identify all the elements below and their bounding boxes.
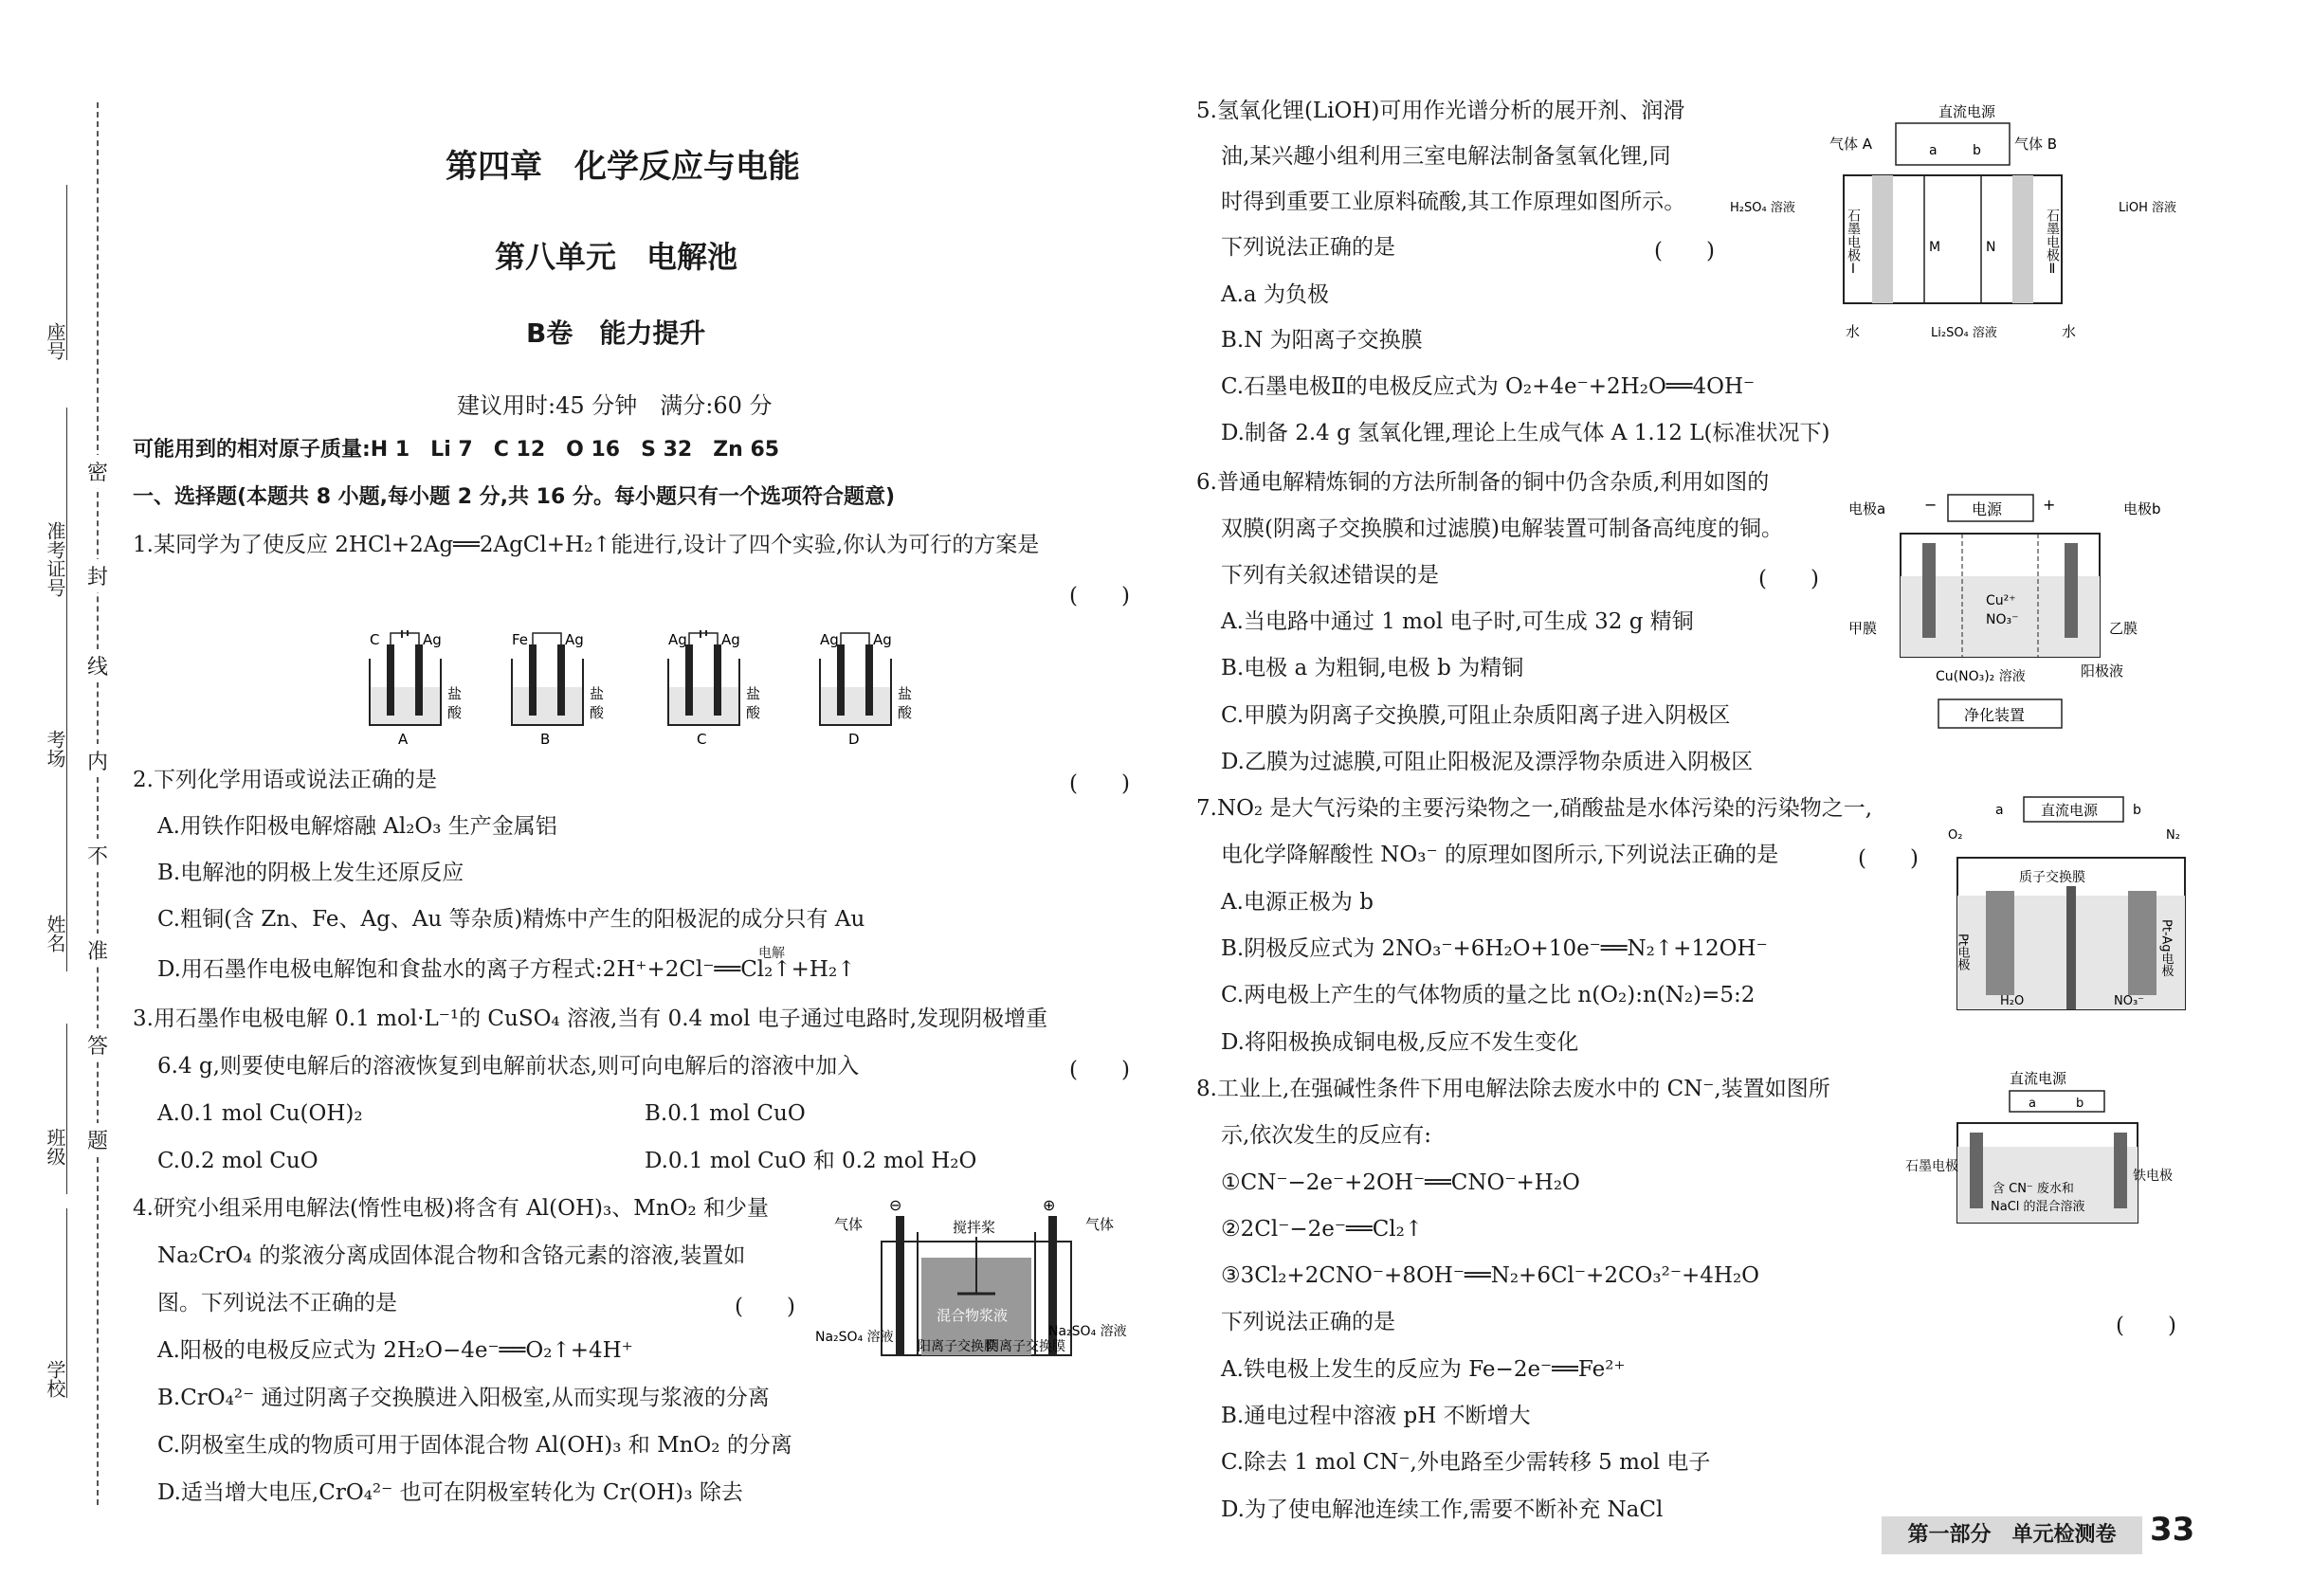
no3-label: NO₃⁻ — [2114, 994, 2145, 1008]
seal-line — [97, 102, 99, 1505]
membrane-label: 质子交换膜 — [2019, 870, 2085, 885]
left-electrode-label: C — [370, 631, 380, 648]
q1-figures — [360, 630, 967, 744]
plus-terminal: ⊕ — [1043, 1199, 1056, 1214]
figure-label: A — [398, 731, 409, 744]
volume-title: B卷 能力提升 — [526, 317, 706, 349]
right-electrode-label: Ag — [873, 631, 892, 648]
h2o-label: H₂O — [2000, 994, 2025, 1008]
acid-solution — [669, 687, 738, 724]
q4-option-c: C.阴极室生成的物质可用于固体混合物 Al(OH)₃ 和 MnO₂ 的分离 — [157, 1433, 792, 1458]
acid-solution — [371, 687, 440, 724]
terminal-b: b — [2133, 803, 2141, 818]
acid-solution — [821, 687, 890, 724]
q3-stem-2: 6.4 g,则要使电解后的溶液恢复到电解前状态,则可向电解后的溶液中加入 — [157, 1054, 860, 1079]
li2so4-label: Li₂SO₄ 溶液 — [1931, 326, 1997, 340]
footer-tag: 第一部分 单元检测卷 — [1882, 1516, 2142, 1554]
q5-stem-2: 油,某兴趣小组利用三室电解法制备氢氧化锂,同 — [1221, 144, 1671, 169]
acid-label: 盐 — [898, 685, 913, 702]
q6-option-b: B.电极 a 为粗铜,电极 b 为精铜 — [1221, 656, 1524, 680]
q4-option-d: D.适当增大电压,CrO₄²⁻ 也可在阴极室转化为 Cr(OH)₃ 除去 — [157, 1480, 743, 1505]
q4-option-a: A.阳极的电极反应式为 2H₂O−4e⁻══O₂↑+4H⁺ — [157, 1338, 633, 1363]
field-seat: 座号 — [44, 322, 66, 360]
right-electrode — [557, 644, 565, 716]
slurry-label: 混合物浆液 — [937, 1307, 1009, 1324]
right-electrode — [714, 644, 721, 716]
q5-stem-4: 下列说法正确的是 — [1221, 235, 1395, 260]
gas-left-label: 气体 — [834, 1216, 864, 1233]
q5-option-d: D.制备 2.4 g 氢氧化锂,理论上生成气体 A 1.12 L(标准状况下) — [1221, 421, 1830, 445]
right-electrode — [415, 644, 423, 716]
ptag-electrode-label: Pt-Ag电极 — [2158, 919, 2174, 977]
q7-option-b: B.阴极反应式为 2NO₃⁻+6H₂O+10e⁻══N₂↑+12OH⁻ — [1221, 936, 1768, 961]
q4-stem: 4.研究小组采用电解法(惰性电极)将含有 Al(OH)₃、MnO₂ 和少量 — [133, 1196, 769, 1221]
answer-paren: ( ) — [2116, 1314, 2176, 1338]
acid-label: 酸 — [590, 704, 605, 721]
terminal-a: a — [2029, 1097, 2036, 1111]
o2-label: O₂ — [1948, 828, 1963, 843]
q8-stem-2: 示,依次发生的反应有: — [1221, 1123, 1432, 1148]
electrode-b-label: 电极b — [2123, 500, 2161, 517]
unit-title: 第八单元 电解池 — [495, 239, 738, 275]
membrane-m-label: M — [1929, 240, 1941, 255]
stirrer-label: 搅拌桨 — [953, 1219, 996, 1236]
q5-option-a: A.a 为负极 — [1221, 282, 1329, 307]
q7-option-a: A.电源正极为 b — [1221, 890, 1374, 915]
electrode-2-label: 石墨电极Ⅱ — [2045, 209, 2060, 277]
q8-option-c: C.除去 1 mol CN⁻,外电路至少需转移 5 mol 电子 — [1221, 1450, 1711, 1475]
field-exam-id: 准考证号 — [44, 521, 66, 597]
minus-terminal: ⊖ — [889, 1199, 902, 1214]
q7-option-d: D.将阳极换成铜电极,反应不发生变化 — [1221, 1030, 1579, 1055]
plus-sign: + — [2043, 496, 2056, 514]
q2-option-a: A.用铁作阳极电解熔融 Al₂O₃ 生产金属铝 — [157, 814, 557, 839]
acid-label: 盐 — [590, 685, 605, 702]
water-right-label: 水 — [2062, 323, 2077, 340]
q4-figure — [815, 1199, 1137, 1388]
power-label: 电源 — [1972, 500, 2003, 518]
q8-reaction-2: ②2Cl⁻−2e⁻══Cl₂↑ — [1221, 1217, 1424, 1242]
lioh-label: LiOH 溶液 — [2119, 201, 2176, 215]
q4-option-b: B.CrO₄²⁻ 通过阴离子交换膜进入阳极室,从而实现与浆液的分离 — [157, 1386, 770, 1410]
right-electrode-label: Ag — [721, 631, 740, 648]
solution-label-2: NaCl 的混合溶液 — [1991, 1200, 2085, 1214]
seal-char: 内 — [87, 744, 108, 777]
n2-label: N₂ — [2166, 828, 2180, 843]
q8-option-d: D.为了使电解池连续工作,需要不断补充 NaCl — [1221, 1497, 1664, 1522]
purifier-label: 净化装置 — [1964, 706, 2026, 724]
left-electrode-label: Ag — [668, 631, 687, 648]
q3-option-b: B.0.1 mol CuO — [645, 1101, 806, 1126]
q1-fig-B — [512, 631, 605, 744]
q8-stem-3: 下列说法正确的是 — [1221, 1310, 1395, 1334]
gas-b-label: 气体 B — [2014, 136, 2058, 153]
gas-right-label: 气体 — [1085, 1216, 1115, 1233]
q6-figure — [1848, 481, 2190, 737]
solution-label: Cu(NO₃)₂ 溶液 — [1936, 669, 2026, 684]
electrode-a-label: 电极a — [1848, 500, 1886, 517]
right-electrode — [865, 644, 873, 716]
acid-solution — [513, 687, 582, 724]
left-electrode-label: Ag — [820, 631, 839, 648]
h2so4-label: H₂SO₄ 溶液 — [1730, 201, 1795, 215]
acid-label: 酸 — [447, 704, 463, 721]
seal-char: 封 — [87, 559, 108, 592]
sol-left-label: Na₂SO₄ 溶液 — [815, 1330, 894, 1345]
power-label: 直流电源 — [2041, 802, 2099, 819]
q3-option-c: C.0.2 mol CuO — [157, 1149, 318, 1173]
field-room: 考场 — [44, 730, 66, 768]
answer-paren: ( ) — [1858, 846, 1919, 871]
left-electrode — [529, 644, 537, 716]
q6-option-c: C.甲膜为阴离子交换膜,可阻止杂质阳离子进入阴极区 — [1221, 703, 1731, 728]
left-electrode — [837, 644, 845, 716]
q5-option-b: B.N 为阳离子交换膜 — [1221, 328, 1423, 353]
q2-condition: 电解 — [758, 946, 785, 961]
q3-option-d: D.0.1 mol CuO 和 0.2 mol H₂O — [645, 1149, 977, 1173]
page-number: 33 — [2150, 1511, 2195, 1549]
time-score: 建议用时:45 分钟 满分:60 分 — [457, 392, 773, 419]
seal-char: 线 — [87, 649, 108, 682]
power-label: 直流电源 — [1938, 103, 1996, 120]
atomic-masses: 可能用到的相对原子质量:H 1 Li 7 C 12 O 16 S 32 Zn 65 — [133, 438, 780, 462]
field-line — [66, 1024, 67, 1194]
answer-paren: ( ) — [1654, 239, 1715, 263]
q2-option-c: C.粗铜(含 Zn、Fe、Ag、Au 等杂质)精炼中产生的阳极泥的成分只有 Au — [157, 907, 865, 932]
terminal-a: a — [1995, 803, 2004, 818]
q3-option-a: A.0.1 mol Cu(OH)₂ — [157, 1101, 363, 1126]
q5-figure — [1730, 100, 2194, 346]
anolyte-label: 阳极液 — [2081, 662, 2124, 680]
water-left-label: 水 — [1846, 323, 1861, 340]
q1-fig-A — [370, 630, 463, 744]
acid-label: 盐 — [447, 685, 463, 702]
minus-sign: − — [1924, 496, 1938, 514]
q7-stem-2: 电化学降解酸性 NO₃⁻ 的原理如图所示,下列说法正确的是 — [1221, 843, 1779, 867]
figure-label: B — [540, 731, 551, 744]
chapter-title: 第四章 化学反应与电能 — [446, 148, 800, 186]
acid-label: 酸 — [898, 704, 913, 721]
field-school: 学校 — [44, 1360, 66, 1398]
seal-char: 答 — [87, 1028, 108, 1061]
q7-stem: 7.NO₂ 是大气污染的主要污染物之一,硝酸盐是水体污染的污染物之一, — [1196, 796, 1873, 821]
left-electrode-label: Fe — [512, 631, 529, 648]
q6-stem-2: 双膜(阴离子交换膜和过滤膜)电解装置可制备高纯度的铜。 — [1221, 517, 1783, 541]
q3-stem: 3.用石墨作电极电解 0.1 mol·L⁻¹的 CuSO₄ 溶液,当有 0.4 mol 电子通过电路时,发现阴极增重 — [133, 1007, 1048, 1031]
field-name: 姓名 — [44, 915, 66, 952]
ion-cu: Cu²⁺ — [1986, 593, 2016, 608]
graphite-label: 石墨电极 — [1905, 1159, 1958, 1174]
q8-reaction-3: ③3Cl₂+2CNO⁻+8OH⁻══N₂+6Cl⁻+2CO₃²⁻+4H₂O — [1221, 1263, 1760, 1288]
q7-option-c: C.两电极上产生的气体物质的量之比 n(O₂):n(N₂)=5:2 — [1221, 983, 1756, 1007]
q4-stem-2: Na₂CrO₄ 的浆液分离成固体混合物和含铬元素的溶液,装置如 — [157, 1243, 746, 1268]
membrane-right-label: 阴离子交换膜 — [986, 1339, 1065, 1354]
gas-a-label: 气体 A — [1829, 136, 1873, 153]
seal-char: 密 — [87, 455, 108, 488]
figure-label: D — [848, 731, 860, 744]
q2-option-d: D.用石墨作电极电解饱和食盐水的离子方程式:2H⁺+2Cl⁻══Cl₂↑+H₂↑ — [157, 957, 856, 982]
answer-paren: ( ) — [735, 1295, 795, 1319]
acid-label: 酸 — [746, 704, 761, 721]
sol-right-label: Na₂SO₄ 溶液 — [1048, 1324, 1127, 1339]
wire — [841, 633, 869, 644]
q1-stem: 1.某同学为了使反应 2HCl+2Ag══2AgCl+H₂↑能进行,设计了四个实验,你认为可行的方案是 — [133, 533, 1040, 557]
q8-option-a: A.铁电极上发生的反应为 Fe−2e⁻══Fe²⁺ — [1221, 1357, 1626, 1382]
iron-label: 铁电极 — [2133, 1169, 2173, 1184]
q2-option-b: B.电解池的阴极上发生还原反应 — [157, 861, 464, 885]
seal-char: 准 — [87, 934, 108, 967]
q1-fig-C — [668, 630, 761, 744]
right-electrode-label: Ag — [423, 631, 442, 648]
terminal-b: b — [1973, 143, 1981, 158]
q8-stem: 8.工业上,在强碱性条件下用电解法除去废水中的 CN⁻,装置如图所 — [1196, 1077, 1830, 1101]
answer-paren: ( ) — [1069, 1058, 1130, 1082]
q6-stem-3: 下列有关叙述错误的是 — [1221, 563, 1439, 588]
membrane-jia-label: 甲膜 — [1848, 620, 1878, 637]
electrode-1-label: 石墨电极Ⅰ — [1846, 209, 1861, 277]
field-class: 班级 — [44, 1128, 66, 1166]
q8-figure — [1896, 1066, 2199, 1246]
wire — [391, 633, 419, 644]
q5-stem-3: 时得到重要工业原料硫酸,其工作原理如图所示。 — [1221, 190, 1686, 214]
seal-char: 不 — [87, 839, 108, 872]
answer-paren: ( ) — [1069, 771, 1130, 796]
membrane-n-label: N — [1986, 240, 1996, 255]
membrane-left-label: 阳离子交换膜 — [918, 1339, 997, 1354]
q1-fig-D — [820, 631, 913, 744]
terminal-a: a — [1929, 143, 1938, 158]
section-heading: 一、选择题(本题共 8 小题,每小题 2 分,共 16 分。每小题只有一个选项符合题意) — [133, 485, 896, 509]
pt-electrode-label: Pt电极 — [1955, 934, 1970, 970]
q7-figure — [1938, 791, 2204, 1024]
q6-option-d: D.乙膜为过滤膜,可阻止阳极泥及漂浮物杂质进入阴极区 — [1221, 750, 1754, 774]
membrane-yi-label: 乙膜 — [2109, 620, 2138, 637]
q8-reaction-1: ①CN⁻−2e⁻+2OH⁻══CNO⁻+H₂O — [1221, 1170, 1580, 1195]
left-electrode — [685, 644, 693, 716]
q5-stem: 5.氢氧化锂(LiOH)可用作光谱分析的展开剂、润滑 — [1196, 99, 1685, 123]
q2-stem: 2.下列化学用语或说法正确的是 — [133, 768, 437, 792]
q4-stem-3: 图。下列说法不正确的是 — [157, 1291, 397, 1315]
power-label: 直流电源 — [2010, 1070, 2067, 1087]
q8-option-b: B.通电过程中溶液 pH 不断增大 — [1221, 1404, 1531, 1428]
wire — [533, 633, 561, 644]
q5-option-c: C.石墨电极Ⅱ的电极反应式为 O₂+4e⁻+2H₂O══4OH⁻ — [1221, 374, 1756, 399]
terminal-b: b — [2076, 1097, 2084, 1111]
wire — [689, 633, 718, 644]
acid-label: 盐 — [746, 685, 761, 702]
ion-no3: NO₃⁻ — [1986, 612, 2019, 627]
right-electrode-label: Ag — [565, 631, 584, 648]
figure-label: C — [697, 731, 707, 744]
q6-stem: 6.普通电解精炼铜的方法所制备的铜中仍含杂质,利用如图的 — [1196, 470, 1770, 495]
left-electrode — [387, 644, 394, 716]
q6-option-a: A.当电路中通过 1 mol 电子时,可生成 32 g 精铜 — [1221, 609, 1694, 634]
seal-char: 题 — [87, 1123, 108, 1156]
answer-paren: ( ) — [1069, 584, 1130, 608]
answer-paren: ( ) — [1758, 567, 1819, 591]
solution-label-1: 含 CN⁻ 废水和 — [1993, 1182, 2074, 1196]
